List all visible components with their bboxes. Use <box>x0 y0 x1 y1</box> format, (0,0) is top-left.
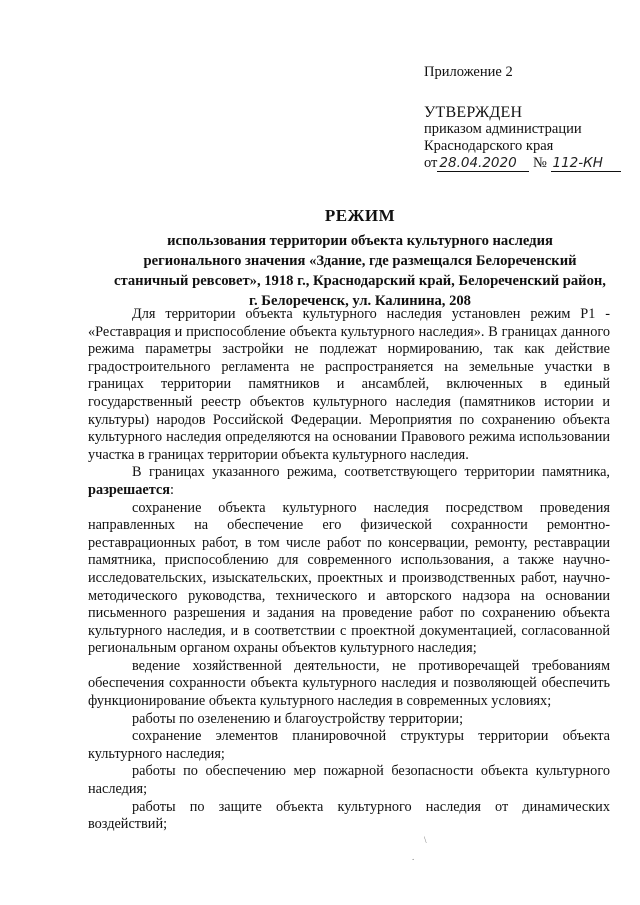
order-date-line <box>424 155 621 172</box>
subtitle-line: г. Белореченск, ул. Калинина, 208 <box>249 293 471 309</box>
approved-heading: УТВЕРЖДЕН <box>424 104 523 121</box>
document-title: РЕЖИМ <box>324 206 396 225</box>
permitted-intro-text: В границах указанного режима, соответствующего территории памятника, <box>132 464 610 481</box>
order-line-2: Краснодарского края <box>424 138 554 154</box>
number-prefix: № <box>533 155 547 171</box>
paragraph-regime-description: Для территории объекта культурного наследия установлен режим Р1 - «Реставрация и приспособление объекта культурного наследия». В границах данного режима параметры застройки не подлежат нормированию, так как действие градостроительного регламента не распространяется на земельные участки в границах территории памятников и ансамблей, включенных в единый государственный реестр объектов культурного наследия (памятников истории и культуры) народов Российской Федерации. Мероприятия по сохранению объекта культурного наследия определяются на основании Правового режима использовании участка в границах территории объекта культурного наследия. <box>88 306 610 463</box>
permitted-keyword: разрешается <box>88 481 170 498</box>
title-block <box>80 206 640 311</box>
handwritten-number: 112-КН <box>551 156 621 172</box>
paragraph-fire-safety: работы по обеспечению мер пожарной безопасности объекта культурного наследия; <box>88 763 610 798</box>
subtitle-line: регионального значения «Здание, где размещался Белореченский <box>143 253 577 269</box>
permitted-colon: : <box>169 481 174 498</box>
scan-speck: . <box>412 852 415 862</box>
document-subtitle <box>80 231 640 311</box>
subtitle-line: станичный ревсовет», 1918 г., Краснодарский край, Белореченский район, <box>114 273 606 289</box>
order-line-1: приказом администрации <box>424 121 582 137</box>
handwritten-date: 28.04.2020 <box>437 156 529 172</box>
subtitle-line: использования территории объекта культурного наследия <box>167 233 553 249</box>
document-body <box>88 306 610 834</box>
appendix-label: Приложение 2 <box>424 64 513 80</box>
paragraph-planning-structure: сохранение элементов планировочной структуры территории объекта культурного наследия; <box>88 728 610 762</box>
scan-speck: \ <box>424 835 427 845</box>
approval-block <box>424 64 621 172</box>
paragraph-landscaping: работы по озеленению и благоустройству территории; <box>132 710 464 727</box>
date-prefix: от <box>424 155 438 171</box>
paragraph-dynamic-protection: работы по защите объекта культурного наследия от динамических воздействий; <box>88 798 610 833</box>
paragraph-economic-activity: ведение хозяйственной деятельности, не противоречащей требованиям обеспечения сохранности объекта культурного наследия и позволяющей обеспечить функционирование объекта культурного наследия в современных условиях; <box>88 657 610 710</box>
paragraph-preservation: сохранение объекта культурного наследия посредством проведения направленных на обеспечение его физической сохранности ремонтно-реставрационных работ, в том числе работ по консервации, ремонту, реставрации памятника, приспособлению для современного использования, а также научно-исследовательских, изыскательских, проектных и производственных работ, научно-методического руководства, технического и авторского надзора на основании письменного разрешения и задания на проведение работ по сохранению объекта культурного наследия, и в соответствии с проектной документацией, согласованной региональным органом охраны объектов культурного наследия; <box>88 499 610 657</box>
paragraph-permitted-intro <box>88 464 610 499</box>
